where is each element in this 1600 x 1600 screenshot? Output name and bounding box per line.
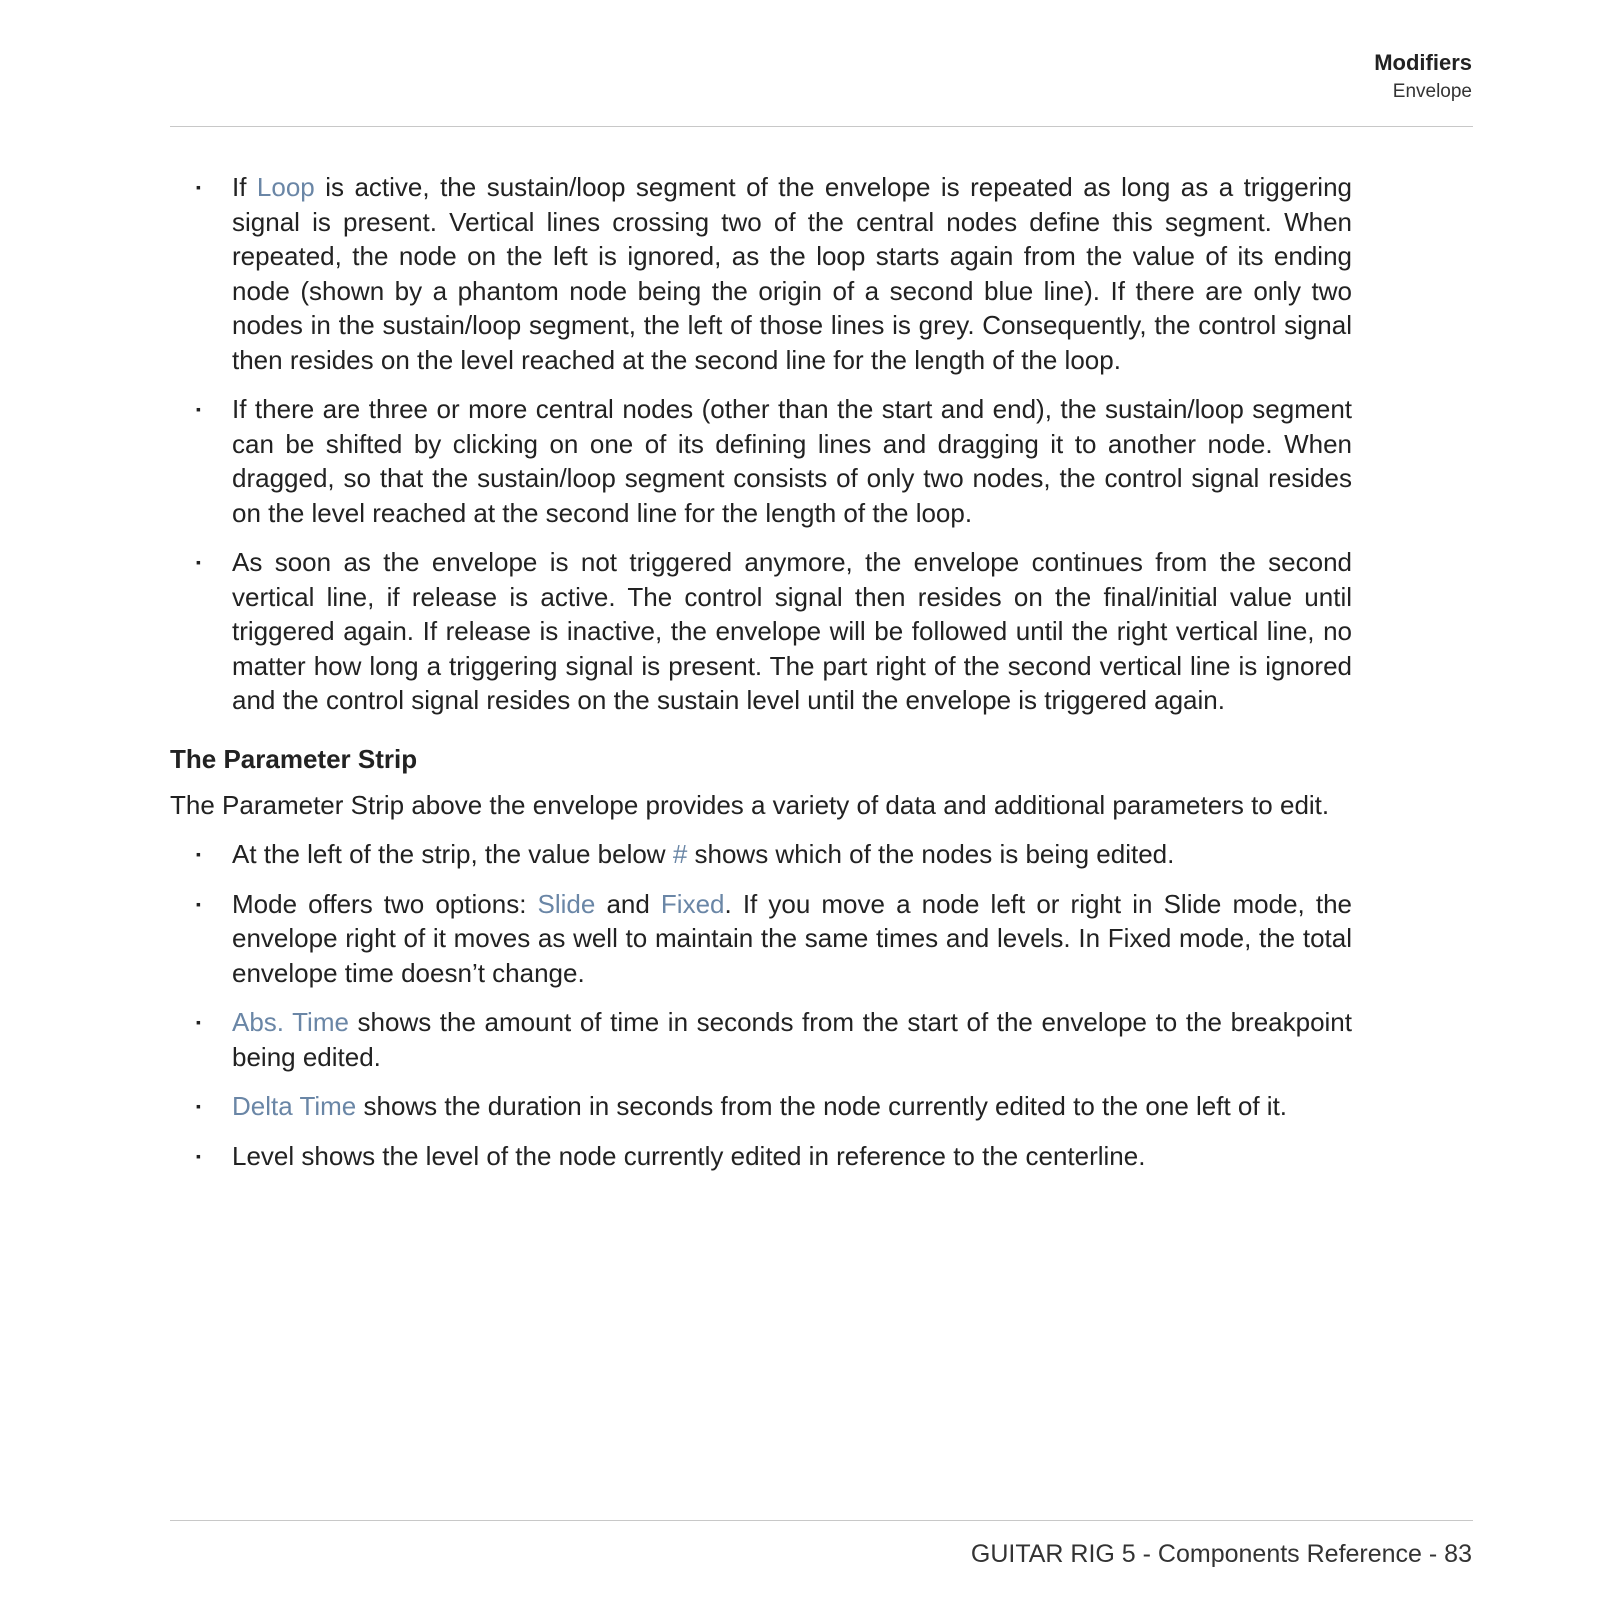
list-item: ▪ Mode offers two options: Slide and Fixed. If you move a node left or right in Slide mode, the envelope right of it moves as well to maintain the same times and levels. In Fixed mode, the total envelope time doesn’t change. bbox=[196, 888, 1352, 988]
section-heading: The Parameter Strip bbox=[170, 743, 418, 774]
list-item: ▪ At the left of the strip, the value below # shows which of the nodes is being edited. bbox=[170, 837, 1352, 872]
list-item: ▪ Delta Time shows the duration in seconds from the node currently edited to the one left of it. bbox=[170, 1089, 1352, 1124]
slide-link[interactable]: Slide bbox=[537, 888, 596, 919]
list-item: ▪ Level shows the level of the node currently edited in reference to the centerline. bbox=[170, 1139, 1352, 1174]
section-title: Modifiers bbox=[1374, 50, 1472, 75]
abs-time-link[interactable]: Abs. Time bbox=[232, 1007, 349, 1037]
bullet-marker: ▪ bbox=[196, 1014, 201, 1030]
page-header bbox=[1374, 48, 1472, 106]
bullet-marker: ▪ bbox=[196, 179, 201, 195]
intro-paragraph: The Parameter Strip above the envelope provides a variety of data and additional parameters to edit. bbox=[170, 789, 1330, 820]
footer-divider bbox=[170, 1520, 1473, 1521]
bullet-marker: ▪ bbox=[196, 846, 201, 862]
bullet-marker: ▪ bbox=[196, 1147, 201, 1164]
list-item: ▪ If there are three or more central nodes (other than the start and end), the sustain/loop segment can be shifted by clicking on one of its defining lines and dragging it to another node. When dragged, so that the sustain/loop segment consists of only two nodes, the control signal resides on the level reached at the second line for the length of the loop. bbox=[196, 394, 1352, 528]
loop-bullet-list bbox=[170, 170, 1352, 718]
bullet-marker: ▪ bbox=[196, 1098, 201, 1114]
list-item: ▪ Abs. Time shows the amount of time in seconds from the start of the envelope to the breakpoint being edited. bbox=[196, 1007, 1352, 1072]
fixed-link[interactable]: Fixed bbox=[660, 888, 725, 919]
bullet-marker: ▪ bbox=[196, 895, 201, 912]
node-number-link[interactable]: # bbox=[672, 839, 688, 869]
delta-time-link[interactable]: Delta Time bbox=[232, 1091, 357, 1121]
subsection-title: Envelope bbox=[1392, 81, 1472, 102]
parameter-bullet-list bbox=[170, 837, 1352, 1173]
bullet-marker: ▪ bbox=[196, 554, 201, 570]
header-divider bbox=[170, 126, 1473, 127]
loop-link[interactable]: Loop bbox=[256, 172, 315, 202]
bullet-marker: ▪ bbox=[196, 401, 201, 417]
page-footer: GUITAR RIG 5 - Components Reference - 83 bbox=[970, 1540, 1472, 1568]
list-item: ▪ As soon as the envelope is not triggered anymore, the envelope continues from the second vertical line, if release is active. The control signal then resides on the final/initial value until triggered again. If release is inactive, the envelope will be followed until the right vertical line, no matter how long a triggering signal is present. The part right of the second vertical line is ignored and the control signal resides on the sustain level until the envelope is triggered again. bbox=[196, 547, 1352, 715]
list-item: ▪ If Loop is active, the sustain/loop segment of the envelope is repeated as long as a triggering signal is present. Vertical lines crossing two of the central nodes define this segment. When repeated, the node on the left is ignored, as the loop starts again from the value of its ending node (shown by a phantom node being the origin of a second blue line). If there are only two nodes in the sustain/loop segment, the left of those lines is grey. Consequently, the control signal then resides on the level reached at the second line for the length of the loop. bbox=[196, 172, 1353, 375]
main-content bbox=[170, 170, 1352, 1188]
